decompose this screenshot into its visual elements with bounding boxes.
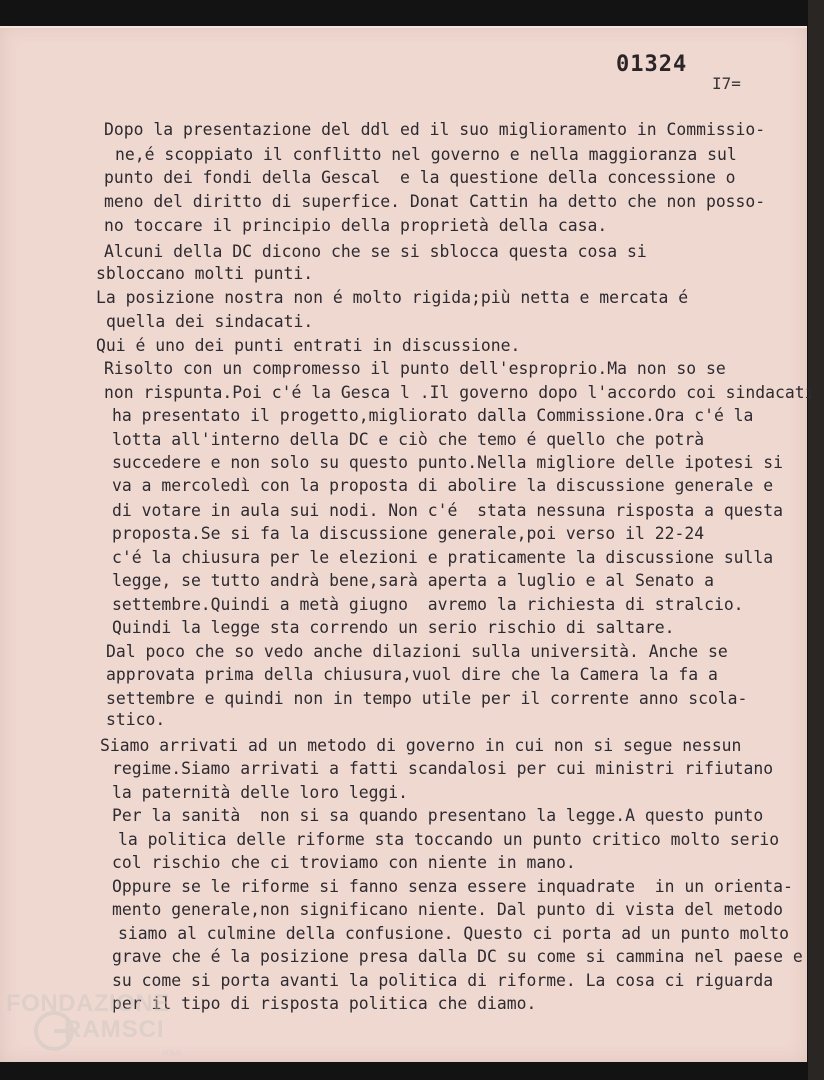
watermark-bottom-text: RAMSCI xyxy=(64,1016,165,1043)
text-line: settembre e quindi non in tempo utile per il corrente anno scola- xyxy=(106,689,748,708)
text-line: Quindi la legge sta correndo un serio rischio di saltare. xyxy=(112,618,675,637)
document-number: 01324 xyxy=(616,52,688,77)
watermark-small-text: onlus xyxy=(162,1048,182,1057)
text-line: Per la sanità non si sa quando presentano la legge.A questo punto xyxy=(112,806,764,825)
page-right-edge xyxy=(808,0,824,1080)
text-line: di votare in aula sui nodi. Non c'é stata nessuna risposta a questa xyxy=(112,501,784,520)
page-number: I7= xyxy=(712,74,741,93)
text-line: Dal poco che so vedo anche dilazioni sulla università. Anche se xyxy=(106,642,728,661)
text-line: punto dei fondi della Gescal e la questione della concessione o xyxy=(104,168,736,187)
text-line: meno del diritto di superfice. Donat Cattin ha detto che non posso- xyxy=(104,192,766,211)
text-line: La posizione nostra non é molto rigida;più netta e mercata é xyxy=(96,288,689,307)
text-line: approvata prima della chiusura,vuol dire che la Camera la fa a xyxy=(106,665,718,684)
text-line: settembre.Quindi a metà giugno avremo la richiesta di stralcio. xyxy=(112,595,744,614)
text-line: va a mercoledì con la proposta di abolire la discussione generale e xyxy=(112,476,774,495)
text-line: proposta.Se si fa la discussione generale,poi verso il 22-24 xyxy=(112,524,705,543)
text-line: succedere e non solo su questo punto.Nella migliore delle ipotesi si xyxy=(112,453,784,472)
text-line: Dopo la presentazione del ddl ed il suo miglioramento in Commissio- xyxy=(104,120,766,139)
text-line: Alcuni della DC dicono che se si sblocca questa cosa si xyxy=(104,242,647,261)
text-line: Oppure se le riforme si fanno senza essere inquadrate in un orienta- xyxy=(112,877,793,896)
text-line: siamo al culmine della confusione. Questo ci porta ad un punto molto xyxy=(118,924,790,943)
text-line: quella dei sindacati. xyxy=(106,312,314,331)
text-line: la paternità delle loro leggi. xyxy=(112,783,409,802)
text-line: lotta all'interno della DC e ciò che temo é quello che potrà xyxy=(112,430,705,449)
text-line: Qui é uno dei punti entrati in discussione. xyxy=(96,336,521,355)
fondazione-gramsci-watermark xyxy=(2,988,212,1078)
text-line: per il tipo di risposta politica che diamo. xyxy=(112,994,537,1013)
text-line: legge, se tutto andrà bene,sarà aperta a luglio e al Senato a xyxy=(112,571,714,590)
text-line: su come si porta avanti la politica di riforme. La cosa ci riguarda xyxy=(112,971,774,990)
text-line: no toccare il principio della proprietà della casa. xyxy=(104,216,608,235)
text-line: ne,é scoppiato il conflitto nel governo e nella maggioranza sul xyxy=(115,145,737,164)
sheet-top-edge xyxy=(0,26,807,28)
text-line: la politica delle riforme sta toccando un punto critico molto serio xyxy=(118,830,780,849)
watermark-top-text: FONDAZIONE xyxy=(6,990,170,1017)
text-line: non rispunta.Poi c'é la Gesca l .Il governo dopo l'accordo coi sindacati xyxy=(104,383,815,402)
text-line: grave che é la posizione presa dalla DC su come si cammina nel paese e xyxy=(112,947,803,966)
text-line: regime.Siamo arrivati a fatti scandalosi per cui ministri rifiutano xyxy=(112,759,774,778)
text-line: col rischio che ci troviamo con niente in mano. xyxy=(112,853,576,872)
text-line: mento generale,non significano niente. Dal punto di vista del metodo xyxy=(112,900,784,919)
text-line: sbloccano molti punti. xyxy=(96,264,314,283)
text-line: Risolto con un compromesso il punto dell'esproprio.Ma non so se xyxy=(104,359,726,378)
text-line: Siamo arrivati ad un metodo di governo in cui non si segue nessun xyxy=(100,736,742,755)
text-line: ha presentato il progetto,migliorato dalla Commissione.Ora c'é la xyxy=(112,406,754,425)
text-line: c'é la chiusura per le elezioni e praticamente la discussione sulla xyxy=(112,548,774,567)
text-line: stico. xyxy=(106,710,166,729)
